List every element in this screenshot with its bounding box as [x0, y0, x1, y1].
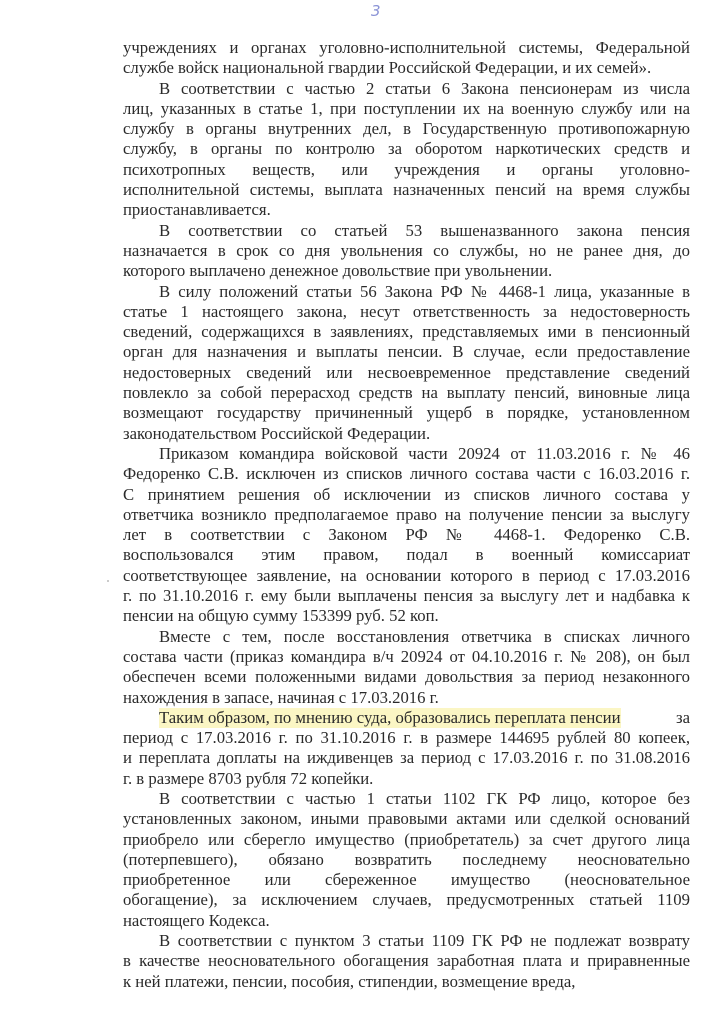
text-line: пенсии на общую сумму 153399 руб. 52 коп. — [123, 606, 439, 626]
handwritten-page-number: 3 — [371, 2, 381, 20]
text-line: приостанавливается. — [123, 200, 271, 220]
text-line: службу в органы внутренних дел, в Государственную противопожарную — [123, 119, 690, 139]
text-line: учреждениях и органах уголовно-исполнительной системы, Федеральной — [123, 38, 690, 57]
scan-speck — [107, 580, 109, 582]
text-line: В силу положений статьи 56 Закона РФ № 4468-1 лица, указанные в — [159, 281, 690, 301]
text-line: настоящего Кодекса. — [123, 910, 270, 930]
text-line: г. в размере 8703 рубля 72 копейки. — [123, 768, 374, 788]
text-line: назначается в срок со дня увольнения со службы, но не ранее дня, до — [123, 240, 690, 260]
text-line — [123, 708, 690, 728]
text-line: возмещают государству причиненный ущерб в порядке, установленном — [123, 403, 690, 423]
text-line: и переплата доплаты на иждивенцев за период с 17.03.2016 г. по 31.08.2016 — [123, 748, 690, 768]
text-line: обогащение), за исключением случаев, предусмотренных статьей 1109 — [123, 890, 690, 910]
paragraph — [123, 444, 690, 627]
text-line: службу, в органы по контролю за оборотом наркотических средств и — [123, 139, 690, 159]
text-line: обеспечен всеми положенными видами довольствия за период незаконного — [123, 667, 690, 687]
text-line: которого выплачено денежное довольствие при увольнении. — [123, 261, 553, 281]
document-body — [123, 38, 690, 992]
text-line: в качестве неосновательного обогащения заработная плата и приравненные — [123, 951, 690, 971]
paragraph — [123, 221, 690, 282]
text-line: (потерпевшего), обязано возвратить последнему неосновательно — [123, 849, 690, 869]
paragraph — [123, 789, 690, 931]
paragraph — [123, 708, 690, 789]
text-line: состава части (приказ командира в/ч 20924 от 04.10.2016 г. № 208), он был — [123, 646, 690, 666]
text-line: статье 1 настоящего закона, несут ответственность за недостоверность — [123, 301, 690, 321]
text-line: В соответствии со статьей 53 вышеназванного закона пенсия — [159, 220, 690, 240]
text-line: службе войск национальной гвардии Российской Федерации, и их семей». — [123, 58, 652, 78]
paragraph — [123, 79, 690, 221]
text-line: повлекло за собой перерасход средств на выплату пенсий, виновные лица — [123, 383, 690, 403]
text-line: психотропных веществ, или учреждения и органы уголовно- — [123, 159, 690, 179]
paragraph — [123, 38, 690, 79]
text-line: приобретенное или сбереженное имущество (неосновательное — [123, 870, 690, 890]
text-line: лиц, указанных в статье 1, при поступлении их на военную службу или на — [123, 98, 690, 118]
text-segment: за — [676, 707, 690, 727]
text-line: С принятием решения об исключении из списков личного состава у — [123, 484, 690, 504]
highlighted-text: Таким образом, по мнению суда, образовались переплата пенсии — [159, 707, 621, 727]
text-line: установленных законом, иными правовыми актами или сделкой оснований — [123, 809, 690, 829]
paragraph — [123, 931, 690, 992]
text-line: Федоренко С.В. исключен из списков личного состава части с 16.03.2016 г. — [123, 464, 690, 484]
text-line: законодательством Российской Федерации. — [123, 423, 431, 443]
text-line: недостоверных сведений или несвоевременное представление сведений — [123, 362, 690, 382]
text-line: В соответствии с частью 2 статьи 6 Закона пенсионерам из числа — [159, 78, 690, 98]
text-line: В соответствии с частью 1 статьи 1102 ГК РФ лицо, которое без — [159, 788, 690, 808]
text-line: воспользовался этим правом, подал в военный комиссариат — [123, 545, 690, 565]
text-line: ответчика возникло предполагаемое право на получение пенсии за выслугу — [123, 504, 690, 524]
paragraph — [123, 627, 690, 708]
text-line: к ней платежи, пенсии, пособия, стипендии, возмещение вреда, — [123, 971, 576, 991]
text-line: В соответствии с пунктом 3 статьи 1109 ГК РФ не подлежат возврату — [159, 931, 690, 951]
text-line: орган для назначения и выплаты пенсии. В случае, если предоставление — [123, 342, 690, 362]
text-line: сведений, содержащихся в заявлениях, представляемых ими в пенсионный — [123, 322, 690, 342]
text-line: г. по 31.10.2016 г. ему были выплачены пенсия за выслугу лет и надбавка к — [123, 586, 690, 606]
text-line: Приказом командира войсковой части 20924 от 11.03.2016 г. № 46 — [159, 443, 690, 463]
text-line: соответствующее заявление, на основании которого в период с 17.03.2016 — [123, 565, 690, 585]
text-line: Вместе с тем, после восстановления ответчика в списках личного — [159, 626, 690, 646]
paragraph — [123, 282, 690, 444]
text-line: нахождения в запасе, начиная с 17.03.2016 г. — [123, 687, 439, 707]
text-line: лет в соответствии с Законом РФ № 4468-1. Федоренко С.В. — [123, 525, 690, 545]
text-line: приобрело или сберегло имущество (приобретатель) за счет другого лица — [123, 829, 690, 849]
text-line: период с 17.03.2016 г. по 31.10.2016 г. в размере 144695 рублей 80 копеек, — [123, 728, 690, 748]
text-line: исполнительной системы, выплата назначенных пенсий на время службы — [123, 180, 690, 200]
